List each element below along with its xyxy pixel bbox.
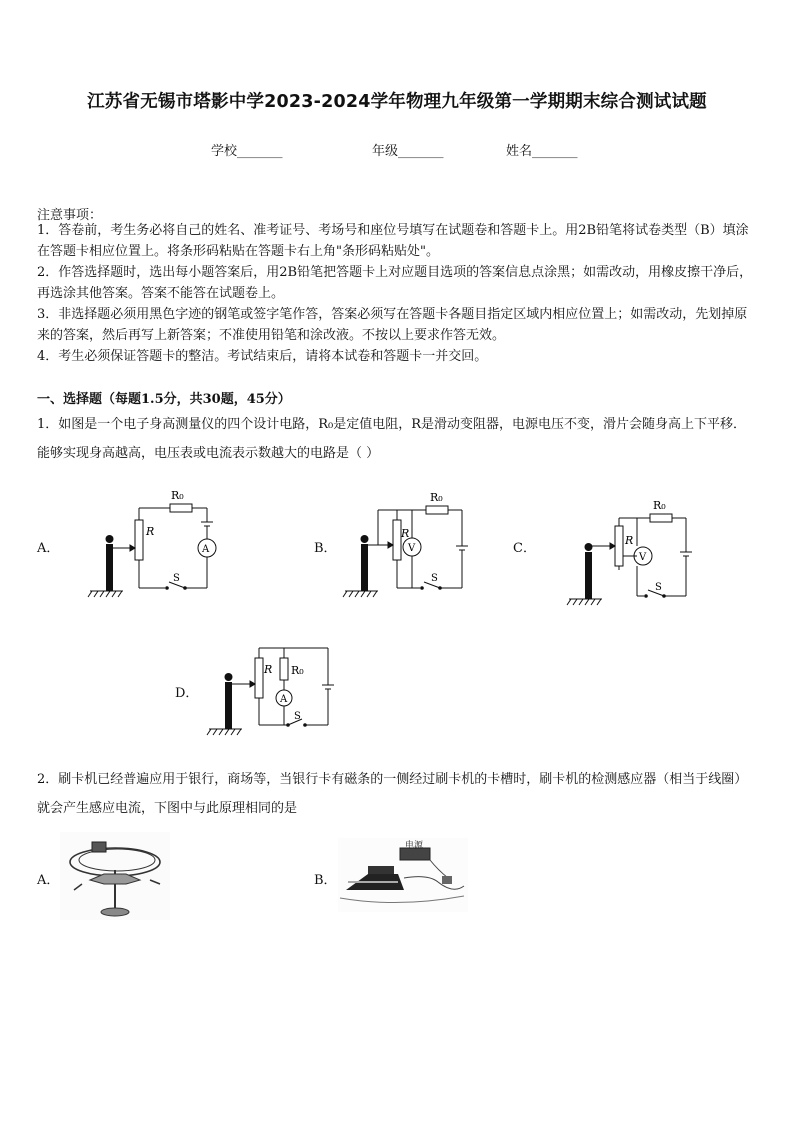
circuit-diagram-b	[340, 488, 480, 598]
circuit-c-voltmeter-label: V	[639, 552, 647, 563]
page-title: 江苏省无锡市塔影中学2023-2024学年物理九年级第一学期期末综合测试试题	[87, 92, 707, 112]
circuit-b-switch-label: S	[431, 573, 438, 584]
q2-option-b-label: B．	[314, 873, 337, 888]
note-4: 4．考生必须保证答题卡的整洁。考试结束后，请将本试卷和答题卡一并交回。	[37, 349, 488, 364]
note-1: 1．答卷前，考生务必将自己的姓名、准考证号、考场号和座位号填写在试题卷和答题卡上。用2B铅笔将试卷类型（B）填涂在答题卡相应位置上。将条形码粘贴在答题卡右上角"条形码粘贴处"。	[37, 223, 749, 259]
section-title: 一、选择题（每题1.5分，共30题，45分）	[37, 392, 291, 407]
q1-option-a-label: A．	[37, 541, 60, 556]
q1-option-b-label: B．	[314, 541, 337, 556]
circuit-a-ammeter-label: A	[202, 544, 210, 555]
circuit-a-switch-label: S	[173, 573, 180, 584]
note-2: 2．作答选择题时，选出每小题答案后，用2B铅笔把答题卡上对应题目选项的答案信息点涂黑；如需改动，用橡皮擦干净后，再选涂其他答案。答案不能答在试题卷上。	[37, 265, 753, 301]
circuit-d-switch-label: S	[294, 711, 301, 722]
circuit-b-r0-label: R₀	[430, 491, 443, 504]
question-1-text: 1．如图是一个电子身高测量仪的四个设计电路，R₀是定值电阻，R是滑动变阻器，电源电压不变，滑片会随身高上下平移．能够实现身高越高，电压表或电流表示数越大的电路是（ ）	[37, 417, 747, 461]
q1-option-c-label: C．	[513, 541, 536, 556]
circuit-b-voltmeter-label: V	[408, 543, 416, 554]
notes-title: 注意事项：	[37, 208, 103, 223]
circuit-d-r-label: R	[264, 663, 273, 676]
grade-field: 年级_______	[372, 144, 444, 159]
circuit-diagram-c	[564, 496, 704, 606]
q1-option-d-label: D．	[175, 686, 199, 701]
name-field: 姓名_______	[506, 144, 578, 159]
circuit-a-r-label: R	[146, 525, 155, 538]
circuit-b-r-label: R	[401, 527, 410, 540]
note-3: 3．非选择题必须用黑色字迹的钢笔或签字笔作答，答案必须写在答题卡各题目指定区域内相应位置上；如需改动，先划掉原来的答案，然后再写上新答案；不准使用铅笔和涂改液。不按以上要求作答无效。	[37, 307, 748, 343]
circuit-d-r0-label: R₀	[291, 664, 304, 677]
school-field: 学校_______	[211, 144, 283, 159]
question-2-text: 2．刷卡机已经普遍应用于银行，商场等，当银行卡有磁条的一侧经过刷卡机的卡槽时，刷卡机的检测感应器（相当于线圈）就会产生感应电流，下图中与此原理相同的是	[37, 772, 748, 816]
circuit-diagram-a	[85, 488, 225, 598]
circuit-d-ammeter-label: A	[280, 694, 288, 705]
circuit-c-r0-label: R₀	[653, 499, 666, 512]
circuit-diagram-d	[206, 640, 346, 740]
q2-option-a-label: A．	[37, 873, 60, 888]
q2-option-a-image	[60, 832, 170, 920]
circuit-c-switch-label: S	[655, 582, 662, 593]
circuit-c-r-label: R	[625, 534, 634, 547]
circuit-a-r0-label: R₀	[171, 489, 184, 502]
q2-option-b-image	[338, 838, 468, 912]
q2-power-label: 电源	[405, 841, 424, 851]
